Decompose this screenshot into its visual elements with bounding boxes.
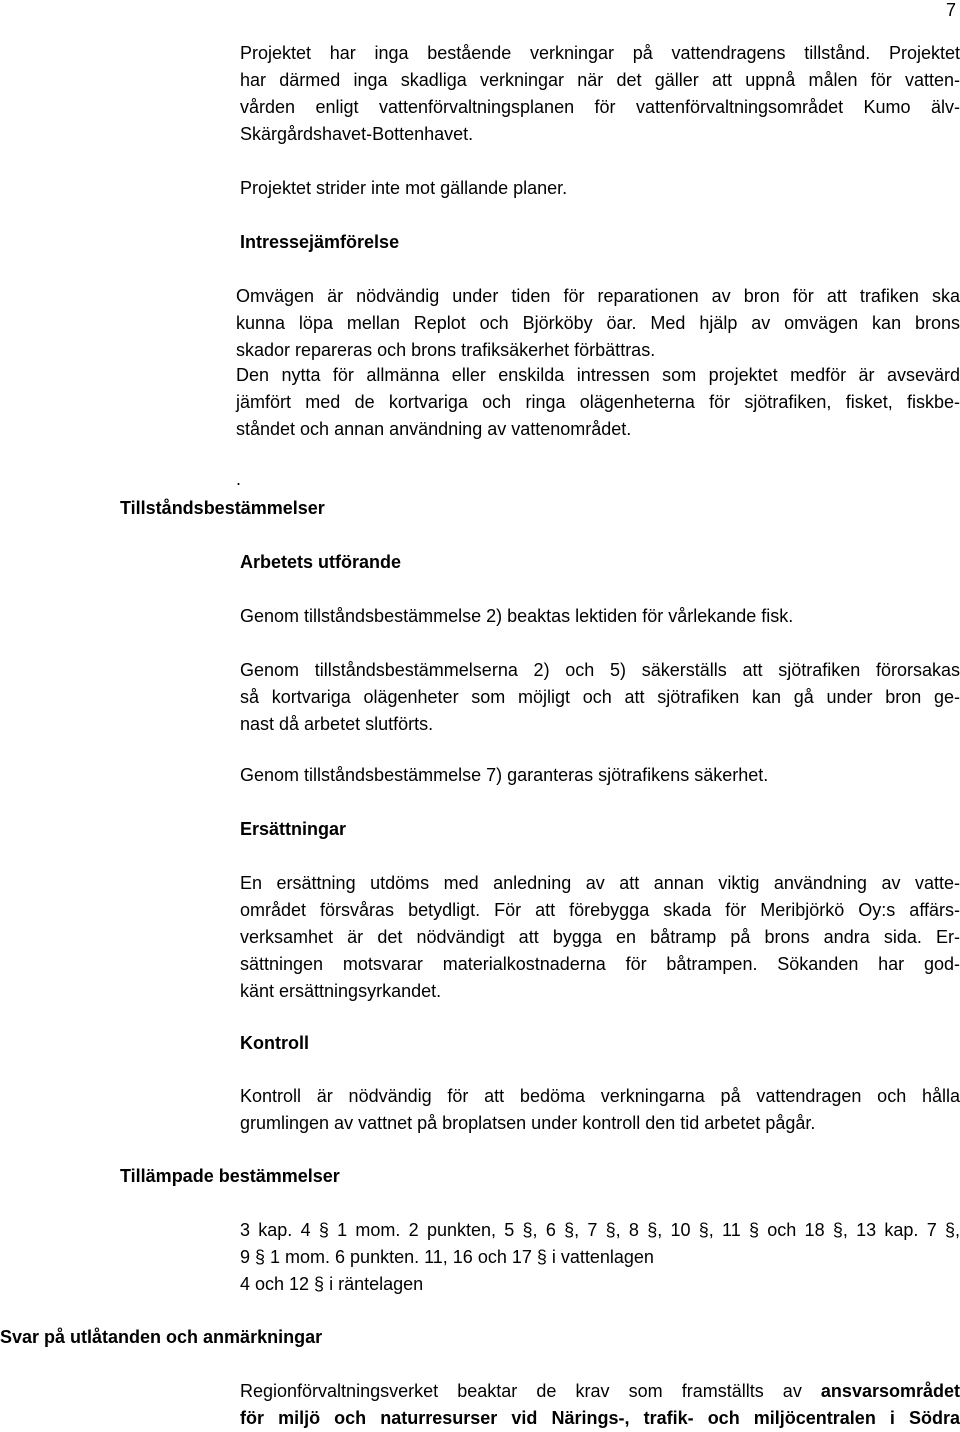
stray-dot: .	[236, 469, 242, 489]
arbetets-paragraph-1: Genom tillståndsbestämmelse 2) beaktas lektiden för vårlekande fisk.	[240, 606, 794, 626]
text-run-bold: ansvarsområdet	[820, 1381, 960, 1401]
text-line: 4 och 12 § i räntelagen	[240, 1274, 424, 1294]
intressejamforelse-paragraph-2	[236, 362, 960, 443]
planer-paragraph: Projektet strider inte mot gällande planer.	[240, 178, 568, 198]
text-line: ståndet och annan användning av vattenområdet.	[236, 419, 632, 439]
text-run: Regionförvaltningsverket beaktar de krav som framställts av	[240, 1381, 821, 1401]
intressejamforelse-heading: Intressejämförelse	[240, 232, 400, 252]
tillampade-paragraph	[240, 1217, 960, 1298]
intressejamforelse-paragraph-1	[236, 283, 960, 364]
text-line: nast då arbetet slutförts.	[240, 714, 434, 734]
text-line: Kontroll är nödvändig för att bedöma verkningarna på vattendragen och hålla	[240, 1086, 960, 1106]
intro-paragraph	[240, 40, 960, 148]
text-line: vården enligt vattenförvaltningsplanen för vattenförvaltningsområdet Kumo älv-	[240, 97, 960, 117]
text-line: 3 kap. 4 § 1 mom. 2 punkten, 5 §, 6 §, 7 §, 8 §, 10 §, 11 § och 18 §, 13 kap. 7 §,	[240, 1220, 960, 1240]
arbetets-utforande-heading: Arbetets utförande	[240, 552, 402, 572]
text-line: så kortvariga olägenheter som möjligt och att sjötrafiken kan gå under bron ge-	[240, 687, 960, 707]
text-line: området försvåras betydligt. För att förebygga skada för Meribjörkö Oy:s affärs-	[240, 900, 960, 920]
text-line	[240, 1378, 960, 1405]
text-line: verksamhet är det nödvändigt att bygga en båtramp på brons andra sida. Er-	[240, 927, 960, 947]
kontroll-heading: Kontroll	[240, 1033, 309, 1053]
text-line: 9 § 1 mom. 6 punkten. 11, 16 och 17 § i vattenlagen	[240, 1247, 654, 1267]
ersattningar-heading: Ersättningar	[240, 819, 347, 839]
text-line: grumlingen av vattnet på broplatsen under kontroll den tid arbetet pågår.	[240, 1113, 816, 1133]
text-line: skador repareras och brons trafiksäkerhet förbättras.	[236, 340, 656, 360]
arbetets-paragraph-2	[240, 657, 960, 738]
text-line: Den nytta för allmänna eller enskilda intressen som projektet medför är avsevärd	[236, 365, 960, 385]
text-line: Skärgårdshavet-Bottenhavet.	[240, 124, 474, 144]
text-line-bold: för miljö och naturresurser vid Närings-, trafik- och miljöcentralen i Södra	[240, 1408, 960, 1428]
svar-paragraph	[240, 1378, 960, 1432]
text-line: jämfört med de kortvariga och ringa olägenheterna för sjötrafiken, fisket, fiskbe-	[236, 392, 960, 412]
text-line: kunna löpa mellan Replot och Björköby öar. Med hjälp av omvägen kan brons	[236, 313, 960, 333]
text-line: Omvägen är nödvändig under tiden för reparationen av bron för att trafiken ska	[236, 286, 960, 306]
text-line: Genom tillståndsbestämmelserna 2) och 5) säkerställs att sjötrafiken förorsakas	[240, 660, 960, 680]
kontroll-paragraph	[240, 1083, 960, 1137]
text-line: känt ersättningsyrkandet.	[240, 981, 442, 1001]
tillampade-bestammelser-side-heading: Tillämpade bestämmelser	[120, 1166, 340, 1186]
text-line: En ersättning utdöms med anledning av att annan viktig användning av vatte-	[240, 873, 960, 893]
arbetets-paragraph-3: Genom tillståndsbestämmelse 7) garanteras sjötrafikens säkerhet.	[240, 765, 769, 785]
text-line: Projektet har inga bestående verkningar på vattendragens tillstånd. Projektet	[240, 43, 960, 63]
text-line: sättningen motsvarar materialkostnaderna för båtrampen. Sökanden har god-	[240, 954, 960, 974]
svar-side-heading: Svar på utlåtanden och anmärkningar	[0, 1327, 323, 1347]
text-line: har därmed inga skadliga verkningar när det gäller att uppnå målen för vatten-	[240, 70, 960, 90]
ersattningar-paragraph	[240, 870, 960, 1005]
page-number: 7	[946, 0, 957, 20]
tillstandsbestammelser-side-heading: Tillståndsbestämmelser	[120, 498, 325, 518]
